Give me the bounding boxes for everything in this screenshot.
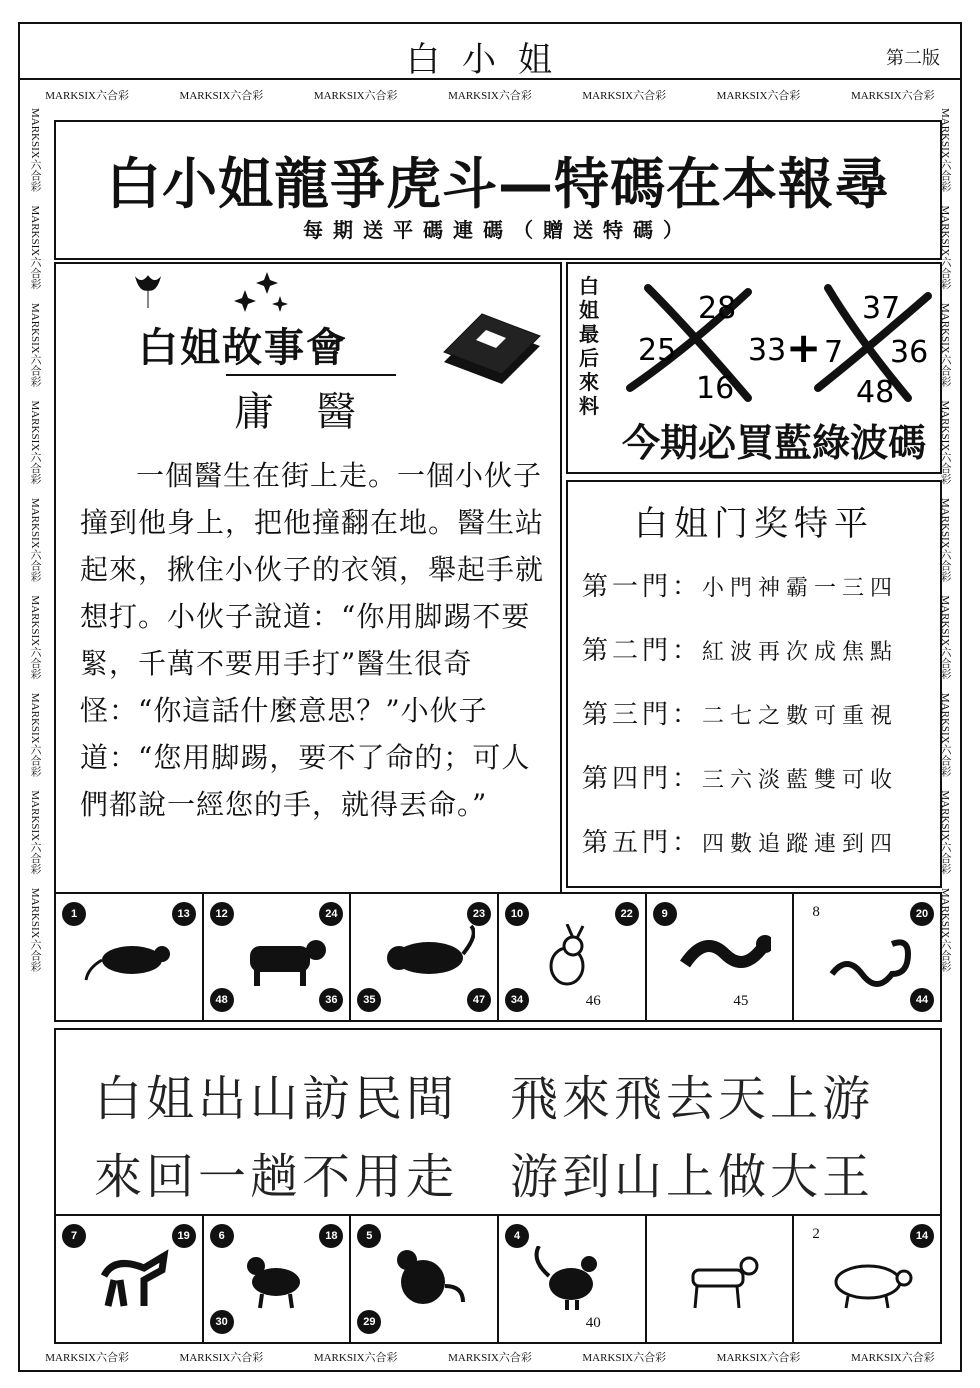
brand-strip-item: MARKSIX六合彩 [448, 1352, 532, 1364]
brand-strip-item: MARKSIX六合彩 [939, 692, 951, 777]
brand-strip-item: MARKSIX六合彩 [29, 108, 41, 192]
number-ball: 1 [62, 902, 86, 926]
zodiac-cell [499, 894, 647, 1020]
gate-row [582, 822, 898, 859]
monkey-icon [379, 1246, 475, 1312]
number-ball: 29 [357, 1310, 381, 1334]
sparkle-icon [230, 268, 300, 318]
number-label: 2 [812, 1226, 820, 1242]
brand-strip-item: MARKSIX六合彩 [716, 90, 801, 102]
pick-number: 33 [748, 333, 787, 368]
number-ball: 12 [210, 902, 234, 926]
brand-strip-item: MARKSIX六合彩 [29, 790, 41, 875]
number-ball: 7 [62, 1224, 86, 1248]
gate-value: 四數追蹤連到四 [702, 832, 899, 857]
gates-box [566, 480, 942, 888]
zodiac-cell [204, 894, 352, 1020]
zodiac-cell [56, 1216, 204, 1342]
zodiac-cell [351, 894, 499, 1020]
zodiac-cell [794, 1216, 940, 1342]
brand-strip-item: MARKSIX六合彩 [29, 887, 41, 972]
pig-icon [822, 1246, 918, 1312]
rabbit-icon [527, 924, 623, 990]
brand-strip-item: MARKSIX六合彩 [29, 205, 41, 290]
number-ball: 35 [357, 988, 381, 1012]
pick-number: 16 [696, 371, 735, 406]
book-icon [436, 292, 546, 388]
number-label: 45 [733, 993, 749, 1009]
goat-icon [232, 1246, 328, 1312]
brand-strip-item: MARKSIX六合彩 [939, 595, 951, 680]
zodiac-cell [204, 1216, 352, 1342]
gate-row [582, 694, 898, 731]
number-ball: 48 [210, 988, 234, 1012]
number-ball: 36 [319, 988, 343, 1012]
gate-row [582, 566, 898, 603]
pick-number: 25 [638, 333, 677, 368]
snake-icon [822, 924, 918, 990]
number-label: 8 [812, 904, 820, 920]
brand-strip-item: MARKSIX六合彩 [29, 692, 41, 777]
gate-row [582, 630, 898, 667]
brand-strip-item: MARKSIX六合彩 [939, 400, 951, 485]
zodiac-row-bottom [54, 1214, 942, 1344]
pick-number: 48 [856, 375, 895, 408]
number-ball: 20 [910, 902, 934, 926]
brand-strip-item: MARKSIX六合彩 [448, 90, 532, 102]
rooster-icon [527, 1246, 623, 1312]
number-ball: 6 [210, 1224, 234, 1248]
number-ball: 5 [357, 1224, 381, 1248]
number-ball: 9 [653, 902, 677, 926]
number-label: 46 [585, 993, 601, 1009]
poem-line: 白姐出山訪民間 飛來飛去天上游 [94, 1071, 875, 1127]
number-ball: 30 [210, 1310, 234, 1334]
gate-label: 第一門： [582, 572, 703, 602]
brand-strip-item: MARKSIX六合彩 [582, 90, 667, 102]
brand-strip-item: MARKSIX六合彩 [29, 400, 41, 485]
horse-icon [84, 1246, 180, 1312]
latest-pick-line: 今期必買藍綠波碼 [622, 421, 927, 465]
brand-strip-item: MARKSIX六合彩 [939, 108, 951, 192]
number-ball: 19 [172, 1224, 196, 1248]
masthead-title: 白小姐 [406, 40, 574, 80]
number-ball: 23 [467, 902, 491, 926]
edition-label: 第二版 [886, 48, 940, 69]
brand-strip-item: MARKSIX六合彩 [29, 302, 41, 387]
brand-strip-item: MARKSIX六合彩 [582, 1352, 667, 1364]
gate-value: 二七之數可重視 [702, 704, 899, 729]
brand-strip-item: MARKSIX六合彩 [45, 1352, 129, 1364]
zodiac-cell [794, 894, 940, 1020]
number-ball: 24 [319, 902, 343, 926]
zodiac-row-top [54, 892, 942, 1022]
dog-icon [675, 1246, 771, 1312]
plus-sign: + [786, 323, 822, 372]
rat-icon [84, 924, 180, 990]
story-subtitle: 庸醫 [234, 389, 398, 435]
brand-strip-bottom [20, 1344, 960, 1370]
gate-label: 第三門： [582, 700, 703, 730]
poem-line: 來回一趟不用走 游到山上做大王 [94, 1149, 875, 1205]
newspaper-page [18, 22, 962, 1372]
brand-strip-item: MARKSIX六合彩 [179, 1352, 264, 1364]
brand-strip-item: MARKSIX六合彩 [850, 1352, 935, 1364]
gate-value: 小門神霸一三四 [702, 576, 899, 601]
brand-strip-item: MARKSIX六合彩 [850, 90, 935, 102]
poem-box [54, 1028, 942, 1216]
number-ball: 4 [505, 1224, 529, 1248]
gate-label: 第五門： [582, 828, 703, 858]
ox-icon [232, 924, 328, 990]
headline-box [54, 120, 942, 260]
story-body: 一個醫生在街上走。一個小伙子撞到他身上，把他撞翻在地。醫生站起來，揪住小伙子的衣領，舉起手就想打。小伙子說道：“你用脚踢不要緊，千萬不要用手打”醫生很奇怪：“你這話什麼意思？”小伙子道：“您用脚踢，要不了命的；可人們都說一經您的手，就得丟命。” [80, 459, 545, 821]
headline: 白小姐龍爭虎斗—特碼在本報尋 [105, 152, 890, 216]
gate-value: 紅波再次成焦點 [702, 640, 899, 665]
gate-label: 第二門： [582, 636, 703, 666]
brand-strip-item: MARKSIX六合彩 [45, 90, 129, 102]
pick-number: 7 [824, 335, 844, 370]
number-ball: 44 [910, 988, 934, 1012]
brand-strip-item: MARKSIX六合彩 [29, 497, 41, 582]
tiger-icon [379, 924, 475, 990]
brand-strip-item: MARKSIX六合彩 [939, 887, 951, 972]
number-ball: 10 [505, 902, 529, 926]
story-title: 白姐故事會 [138, 325, 348, 371]
zodiac-cell [647, 1216, 795, 1342]
number-ball: 18 [319, 1224, 343, 1248]
zodiac-cell [647, 894, 795, 1020]
gate-row [582, 758, 898, 795]
latest-pick-side-label: 白姐最后來料 [579, 274, 599, 418]
brand-strip-item: MARKSIX六合彩 [313, 1352, 398, 1364]
masthead [20, 24, 960, 80]
number-ball: 14 [910, 1224, 934, 1248]
number-ball: 13 [172, 902, 196, 926]
number-ball: 22 [615, 902, 639, 926]
divider [226, 374, 396, 376]
gate-value: 三六淡藍雙可收 [702, 768, 899, 793]
crossed-numbers [608, 268, 938, 408]
brand-strip-item: MARKSIX六合彩 [716, 1352, 801, 1364]
number-ball: 34 [505, 988, 529, 1012]
gates-title: 白姐门奖特平 [634, 504, 874, 544]
headline-subtitle: 每期送平碼連碼（贈送特碼） [303, 218, 693, 242]
pick-number: 28 [698, 291, 737, 326]
gate-label: 第四門： [582, 764, 703, 794]
brand-strip-item: MARKSIX六合彩 [29, 595, 41, 680]
brand-strip-item: MARKSIX六合彩 [939, 302, 951, 387]
zodiac-cell [56, 894, 204, 1020]
brand-strip-item: MARKSIX六合彩 [179, 90, 264, 102]
dragon-icon [675, 924, 771, 990]
brand-strip-item: MARKSIX六合彩 [313, 90, 398, 102]
brand-strip-item: MARKSIX六合彩 [939, 205, 951, 290]
brand-strip-item: MARKSIX六合彩 [939, 790, 951, 875]
pick-number: 36 [890, 335, 929, 370]
pick-number: 37 [862, 291, 901, 326]
number-label: 40 [585, 1315, 601, 1331]
latest-pick-box [566, 262, 942, 474]
zodiac-cell [499, 1216, 647, 1342]
brand-strip-top [20, 82, 960, 108]
brand-strip-left [22, 108, 48, 1344]
tulip-icon [128, 272, 168, 312]
brand-strip-item: MARKSIX六合彩 [939, 497, 951, 582]
story-box [54, 262, 562, 894]
number-ball: 47 [467, 988, 491, 1012]
zodiac-cell [351, 1216, 499, 1342]
